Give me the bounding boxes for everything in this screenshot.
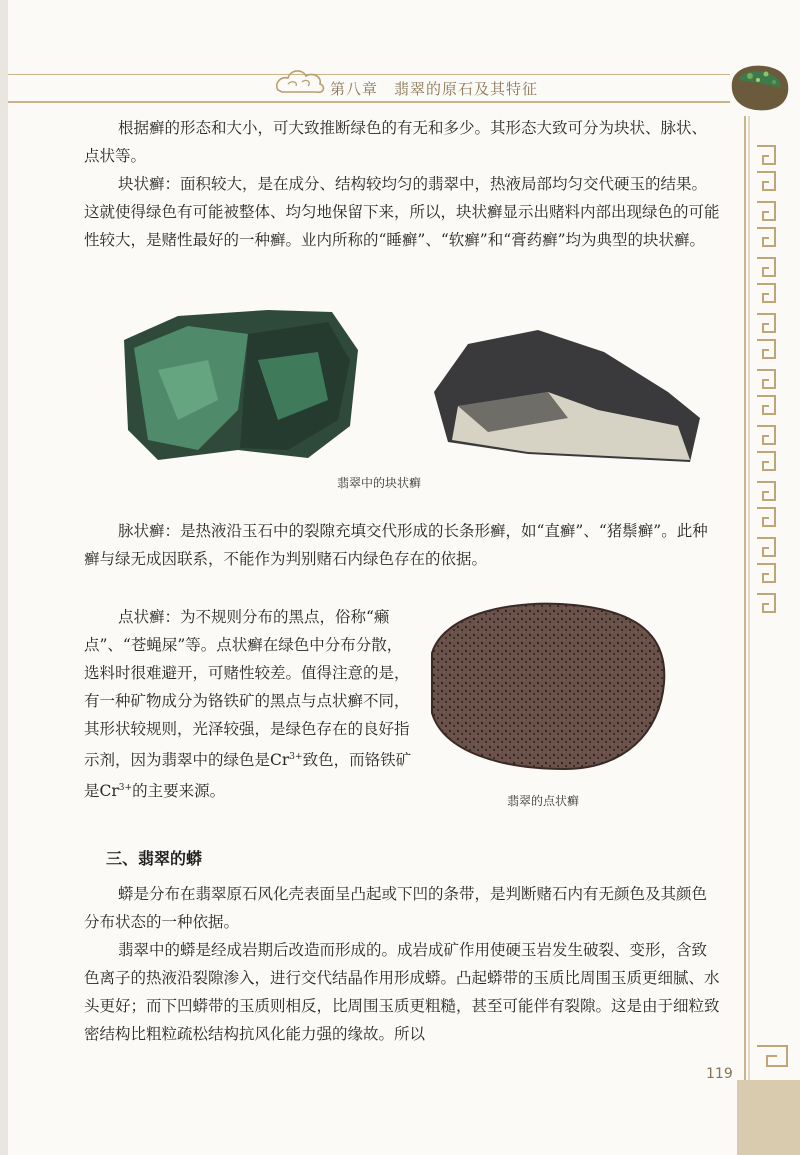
dot-xuan-rock-photo (424, 593, 670, 773)
block-xuan-rock-photo-2 (428, 322, 706, 468)
jade-stone-icon (728, 62, 792, 114)
python-formation-paragraph: 翡翠中的蟒是经成岩期后改造而形成的。成岩成矿作用使硬玉岩发生破裂、变形，含致色离子的热液沿裂隙渗入，进行交代结晶作用形成蟒。凸起蟒带的玉质比周围玉质更细腻、水头更好；而下凹蟒带的玉质则相反，比周围玉质更粗糙，甚至可能伴有裂隙。这是由于细粒致密结构比粗粒疏松结构抗风化能力强的缘故。所以 (84, 941, 720, 1043)
intro-paragraph: 根据癣的形态和大小，可大致推断绿色的有无和多少。其形态大致可分为块状、脉状、点状等。 (84, 119, 708, 165)
section-heading-python: 三、翡翠的蟒 (106, 849, 203, 868)
vein-xuan-paragraph-line1 (84, 517, 720, 573)
footer-color-band (737, 1080, 800, 1155)
page-gutter (0, 0, 8, 1155)
cloud-ornament-icon (272, 66, 328, 96)
caption-block-xuan: 翡翠中的块状癣 (337, 476, 422, 490)
header-rule-top (8, 74, 730, 75)
dot-xuan-text-2: 致色，而铬铁矿是Cr (84, 751, 412, 801)
block-xuan-rock-photo-1 (118, 300, 364, 462)
cr-charge-superscript-2: 3+ (118, 783, 133, 794)
page-number: 119 (706, 1066, 733, 1082)
block-xuan-paragraph: 块状癣：面积较大，是在成分、结构较均匀的翡翠中，热液局部均匀交代硬玉的结果。这就使得绿色有可能被整体、均匀地保留下来，所以，块状癣显示出赌料内部出现绿色的可能性较大，是赌性最好的一种癣。业内所称的“睡癣”、“软癣”和“膏药癣”均为典型的块状癣。 (84, 175, 720, 249)
dot-xuan-text-1: 点状癣：为不规则分布的黑点，俗称“癞点”、“苍蝇屎”等。点状癣在绿色中分布分散，选料时很难避开，可赌性较差。值得注意的是，有一种矿物成分为铬铁矿的黑点与点状癣不同，其形状较规则，光泽较强，是绿色存在的良好指示剂，因为翡翠中的绿色是Cr (84, 608, 410, 770)
cr-charge-superscript-1: 3+ (289, 752, 303, 762)
caption-dot-xuan: 翡翠的点状癣 (507, 794, 580, 808)
chapter-title: 第八章 翡翠的原石及其特征 (330, 80, 539, 98)
python-intro-paragraph: 蟒是分布在翡翠原石风化壳表面呈凸起或下凹的条带，是判断赌石内有无颜色及其颜色分布状态的一种依据。 (84, 885, 708, 931)
vein-xuan-text: 脉状癣：是热液沿玉石中的裂隙充填交代形成的长条形癣，如“直癣”、“猪鬃癣”。此种癣与绿无成因联系，不能作为判别赌石内绿色存在的依据。 (84, 522, 708, 568)
header-rule-bottom (8, 101, 730, 103)
dot-xuan-paragraph (84, 603, 414, 805)
dot-xuan-text-3: 的主要来源。 (132, 782, 226, 801)
greek-key-border (737, 116, 800, 1155)
